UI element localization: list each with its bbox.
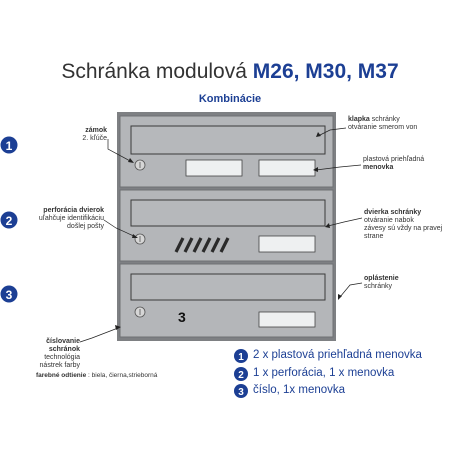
name-plate (186, 160, 242, 176)
name-plate (259, 312, 315, 327)
mailbox-module-3 (120, 264, 333, 337)
name-plate (259, 236, 315, 252)
annotation-cislovanie: číslovanie schránok technológia nástrek farby (39, 338, 80, 369)
flap-slot (131, 126, 325, 154)
legend-item-3: číslo, 1x menovka (253, 384, 346, 396)
marker-2 (1, 212, 18, 229)
svg-text:1: 1 (5, 139, 13, 153)
svg-text:2: 2 (238, 370, 244, 381)
legend-item-1: 2 x plastová priehľadná menovka (253, 349, 422, 361)
mailbox-module-2 (120, 190, 333, 261)
annotation-oplastenie: oplástenie schránky (364, 275, 399, 290)
marker-1 (1, 137, 18, 154)
legend-marker-2 (234, 367, 248, 381)
mailbox-module-1 (120, 116, 333, 187)
flap-slot (131, 274, 325, 300)
flap-slot (131, 200, 325, 226)
title-prefix: Schránka modulová (61, 60, 253, 83)
legend-marker-1 (234, 349, 248, 363)
svg-text:3: 3 (5, 288, 13, 302)
legend-marker-3 (234, 384, 248, 398)
title-models: M26, M30, M37 (252, 60, 399, 83)
legend-item-2: 1 x perforácia, 1 x menovka (253, 367, 395, 379)
annotation-farebne: farebné odtienie : biela, čierna,strieborná (36, 372, 158, 379)
svg-text:3: 3 (238, 387, 244, 398)
annotation-klapka: klapka schránky otváranie smerom von (348, 116, 418, 131)
annotation-dvierka: dvierka schránky otváranie nabok závesy sú vždy na pravej strane (364, 209, 443, 240)
name-plate (259, 160, 315, 176)
marker-3 (1, 286, 18, 303)
leader-cislovanie (80, 328, 118, 342)
svg-text:1: 1 (238, 352, 244, 363)
svg-text:2: 2 (5, 214, 13, 228)
annotation-menovka: plastová priehľadná menovka (363, 156, 425, 171)
annotation-perforacia: perforácia dvierok uľahčuje identifikáciu došlej pošty (38, 207, 104, 230)
leader-oplastenie (340, 283, 362, 297)
subtitle: Kombinácie (198, 93, 262, 105)
annotation-zamok: zámok 2. kľúče (82, 127, 107, 142)
house-number: 3 (178, 309, 186, 325)
